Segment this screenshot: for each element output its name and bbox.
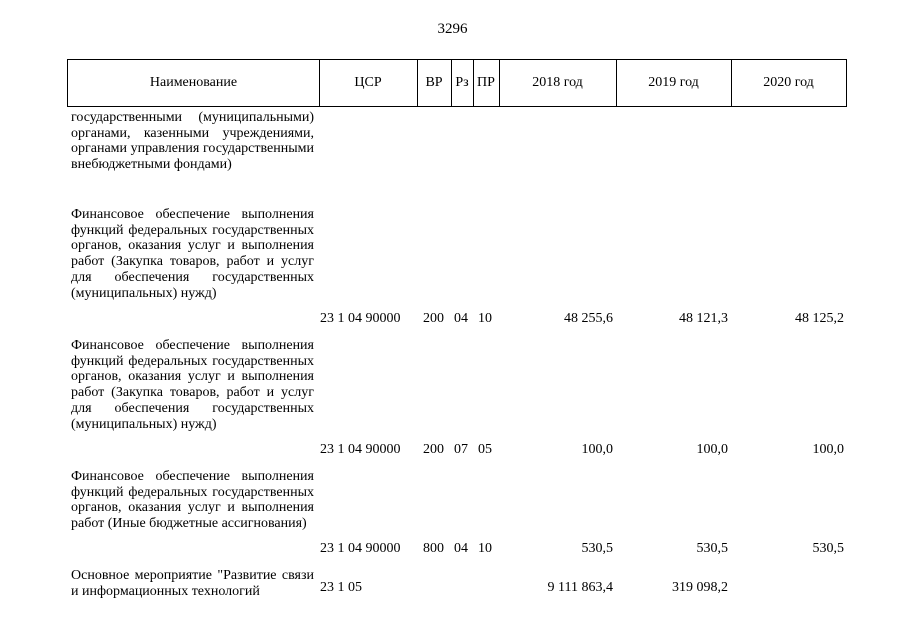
row-name: Основное мероприятие "Развитие связи и информационных технологий xyxy=(71,568,314,599)
header-pr: ПР xyxy=(477,75,495,90)
header-vr: ВР xyxy=(425,75,443,90)
table-header xyxy=(67,59,847,107)
row-2019: 319 098,2 xyxy=(672,580,728,595)
row-2018: 48 255,6 xyxy=(564,311,613,326)
row-csr: 23 1 04 90000 xyxy=(320,311,401,326)
row-csr: 23 1 05 xyxy=(320,580,362,595)
row-2020: 100,0 xyxy=(812,442,844,457)
header-2018: 2018 год xyxy=(532,75,583,90)
row-2018: 530,5 xyxy=(581,541,613,556)
header-2020: 2020 год xyxy=(763,75,814,90)
header-csr: ЦСР xyxy=(354,75,382,90)
row-2018: 100,0 xyxy=(581,442,613,457)
row-csr: 23 1 04 90000 xyxy=(320,541,401,556)
header-2019: 2019 год xyxy=(648,75,699,90)
row-2019: 100,0 xyxy=(696,442,728,457)
row-vr: 200 xyxy=(423,311,444,326)
row-name: Финансовое обеспечение выполнения функций федеральных государственных органов, оказания услуг и выполнения работ (Закупка товаров, работ и услуг для обеспечения государственных (муниципальных) нужд) xyxy=(71,338,314,432)
row-rz: 04 xyxy=(454,311,468,326)
row-2019: 48 121,3 xyxy=(679,311,728,326)
row-2019: 530,5 xyxy=(696,541,728,556)
header-rz: Рз xyxy=(455,75,469,90)
row-csr: 23 1 04 90000 xyxy=(320,442,401,457)
row-vr: 800 xyxy=(423,541,444,556)
row-name: Финансовое обеспечение выполнения функций федеральных государственных органов, оказания услуг и выполнения работ (Иные бюджетные ассигнования) xyxy=(71,469,314,532)
row-2020: 530,5 xyxy=(812,541,844,556)
row-pr: 10 xyxy=(478,311,492,326)
header-name: Наименование xyxy=(149,75,238,90)
page-number: 3296 xyxy=(437,21,468,37)
row-name: Финансовое обеспечение выполнения функций федеральных государственных органов, оказания услуг и выполнения работ (Закупка товаров, работ и услуг для обеспечения государственных (муниципальных) нужд) xyxy=(71,207,314,301)
row-pr: 05 xyxy=(478,442,492,457)
row-name: государственными (муниципальными) органами, казенными учреждениями, органами управления государственными внебюджетными фондами) xyxy=(71,110,314,173)
row-2020: 48 125,2 xyxy=(795,311,844,326)
row-vr: 200 xyxy=(423,442,444,457)
row-2018: 9 111 863,4 xyxy=(547,580,613,595)
row-rz: 07 xyxy=(454,442,468,457)
row-rz: 04 xyxy=(454,541,468,556)
row-pr: 10 xyxy=(478,541,492,556)
